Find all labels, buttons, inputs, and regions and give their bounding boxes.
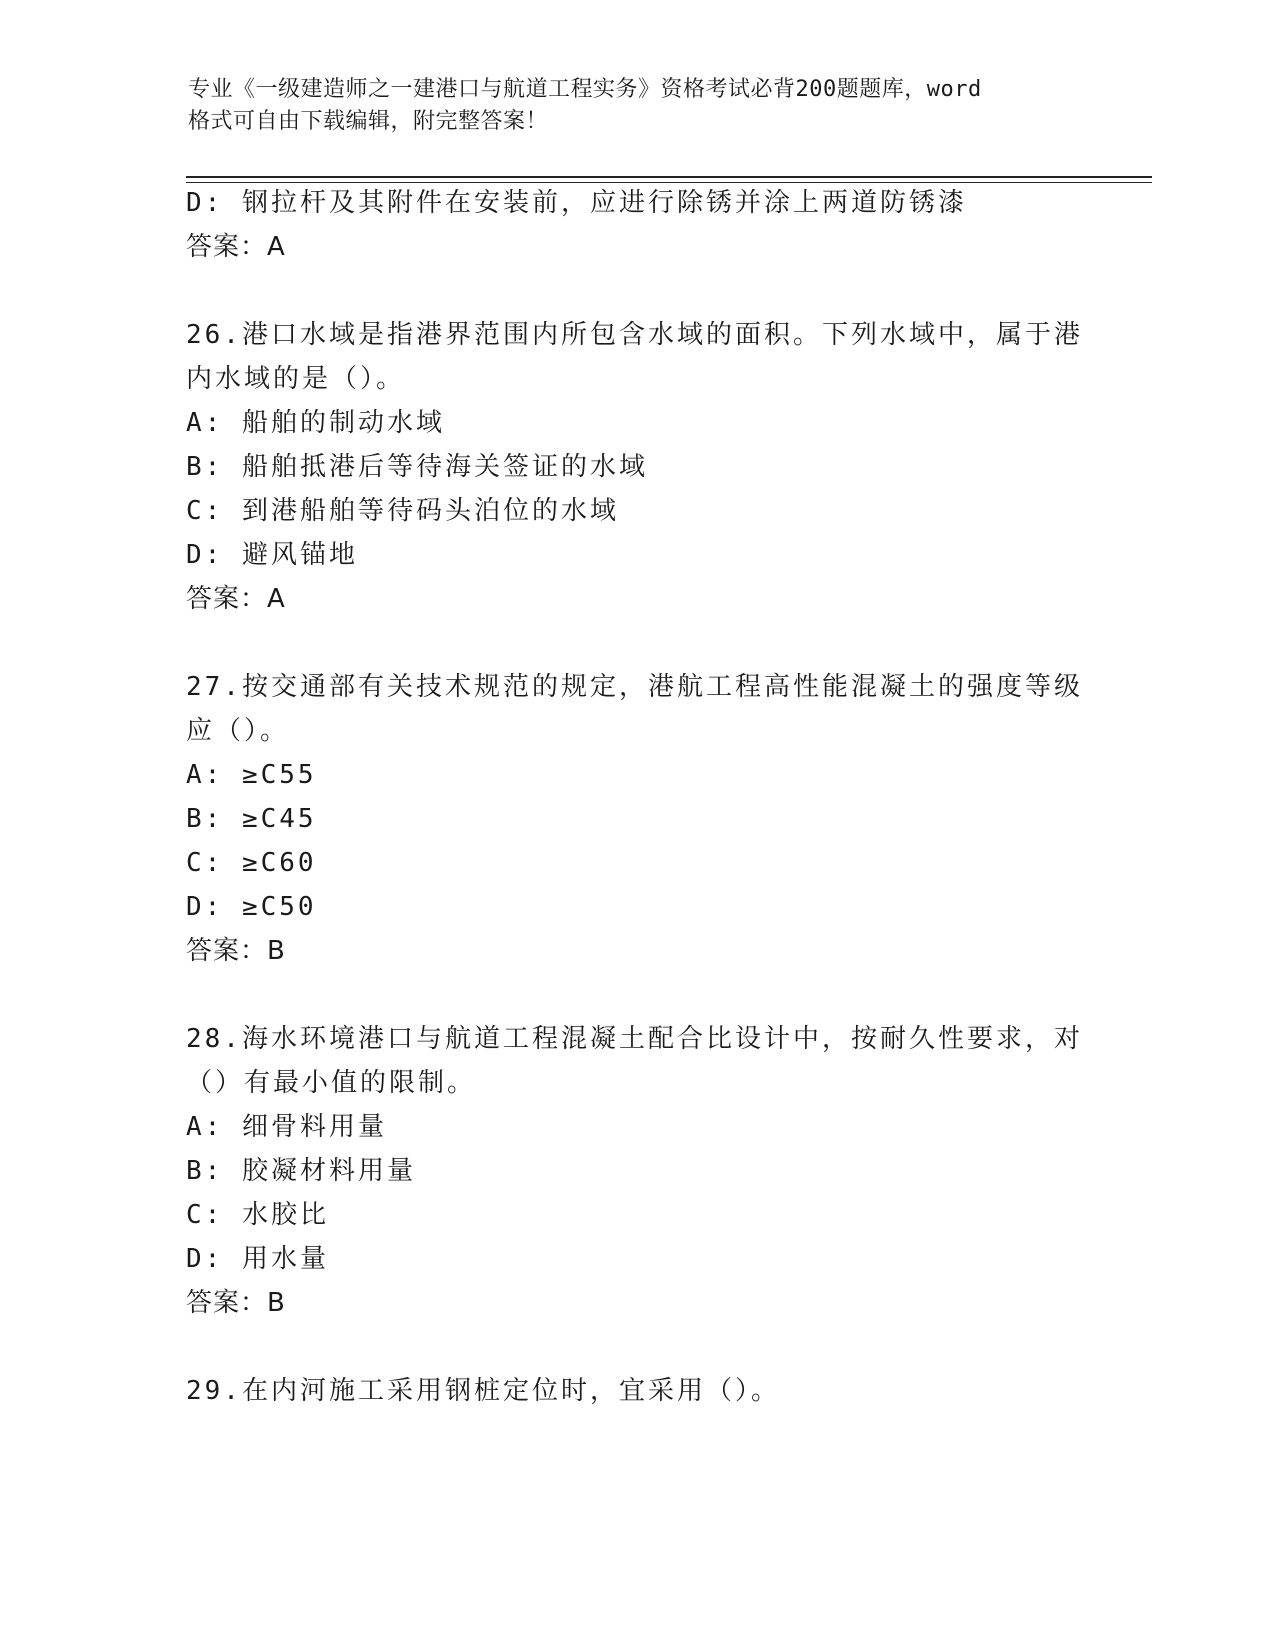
q28-answer: 答案：B [186, 1288, 286, 1318]
header-title-line-1: 专业《一级建造师之一建港口与航道工程实务》资格考试必背200题题库，word [188, 77, 982, 102]
header-divider-thin [186, 182, 1152, 183]
q26-option-d: D: 避风锚地 [186, 540, 358, 570]
q28-option-b: B: 胶凝材料用量 [186, 1156, 416, 1186]
q26-option-c: C: 到港船舶等待码头泊位的水域 [186, 496, 619, 526]
q27-option-c: C: ≥C60 [186, 848, 317, 878]
q25-option-d: D: 钢拉杆及其附件在安装前，应进行除锈并涂上两道防锈漆 [186, 188, 967, 218]
q28-option-d: D: 用水量 [186, 1244, 329, 1274]
q28-stem-line-1: 28.海水环境港口与航道工程混凝土配合比设计中，按耐久性要求，对 [186, 1024, 1083, 1054]
q29-stem-line-1: 29.在内河施工采用钢桩定位时，宜采用（）。 [186, 1376, 780, 1406]
q26-answer: 答案：A [186, 584, 286, 614]
q27-option-d: D: ≥C50 [186, 892, 317, 922]
header-divider-thick [186, 176, 1152, 178]
q26-option-a: A: 船舶的制动水域 [186, 408, 445, 438]
q27-option-b: B: ≥C45 [186, 804, 317, 834]
q26-stem-line-2: 内水域的是（）。 [186, 364, 406, 394]
q27-option-a: A: ≥C55 [186, 760, 317, 790]
q27-stem-line-1: 27.按交通部有关技术规范的规定，港航工程高性能混凝土的强度等级 [186, 672, 1083, 702]
q26-stem-line-1: 26.港口水域是指港界范围内所包含水域的面积。下列水域中，属于港 [186, 320, 1083, 350]
q26-option-b: B: 船舶抵港后等待海关签证的水域 [186, 452, 648, 482]
document-header [188, 74, 1088, 138]
q28-option-a: A: 细骨料用量 [186, 1112, 387, 1142]
q28-stem-line-2: （）有最小值的限制。 [186, 1068, 477, 1098]
q27-stem-line-2: 应（）。 [186, 716, 290, 746]
header-title-line-2: 格式可自由下载编辑，附完整答案！ [188, 109, 549, 134]
q25-answer: 答案：A [186, 232, 286, 262]
q27-answer: 答案：B [186, 936, 286, 966]
q28-option-c: C: 水胶比 [186, 1200, 329, 1230]
